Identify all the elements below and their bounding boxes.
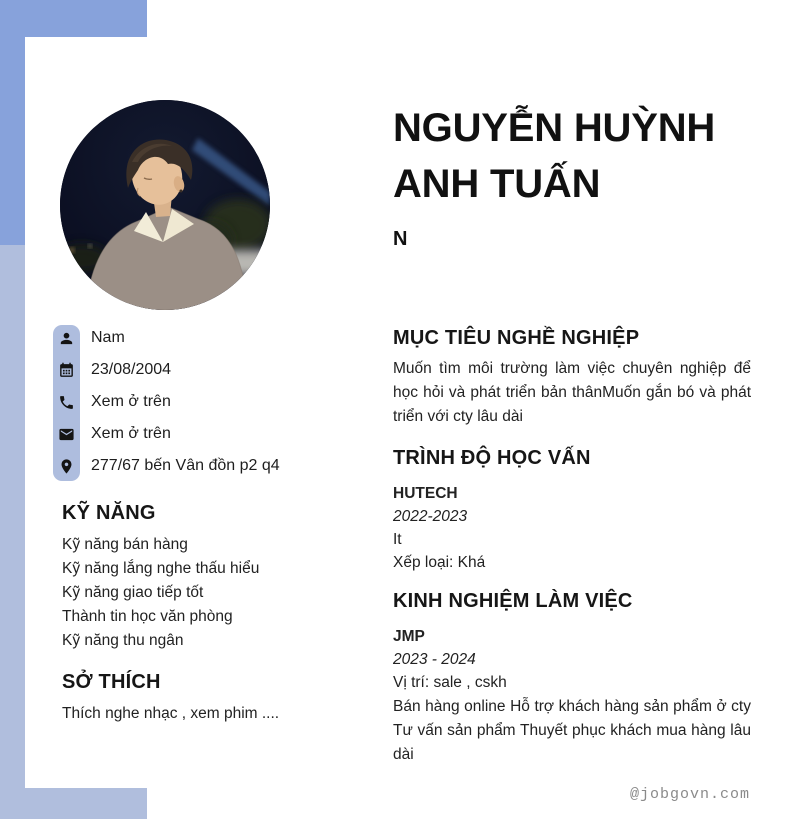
location-icon bbox=[53, 458, 80, 475]
skills-title: KỸ NĂNG bbox=[62, 502, 156, 524]
candidate-name bbox=[393, 100, 751, 212]
hobbies-text: Thích nghe nhạc , xem phim .... bbox=[62, 705, 280, 722]
education-major: It bbox=[393, 531, 402, 548]
profile-photo-illustration bbox=[60, 100, 270, 310]
contact-section bbox=[53, 322, 280, 482]
objective-text: Muốn tìm môi trường làm việc chuyên nghiệp để học hỏi và phát triển bản thânMuốn gắn bó và phát triển với cty lâu dài bbox=[393, 360, 751, 425]
candidate-name-line1: NGUYỄN HUỲNH bbox=[393, 106, 716, 150]
profile-photo bbox=[60, 100, 270, 310]
candidate-name-line2: ANH TUẤN bbox=[393, 162, 601, 206]
experience-description: Bán hàng online Hỗ trợ khách hàng sản phẩm ở cty Tư vấn sản phẩm Thuyết phục khách mua hàng lâu dài bbox=[393, 698, 751, 763]
hobbies-title: SỞ THÍCH bbox=[62, 671, 161, 693]
experience-company: JMP bbox=[393, 628, 425, 645]
education-title: TRÌNH ĐỘ HỌC VẤN bbox=[393, 447, 591, 469]
skills-list bbox=[62, 533, 259, 653]
skill-item: Kỹ năng giao tiếp tốt bbox=[62, 584, 204, 601]
skill-item: Thành tin học văn phòng bbox=[62, 608, 233, 625]
experience-position: Vị trí: sale , cskh bbox=[393, 674, 507, 691]
gender-value: Nam bbox=[91, 329, 125, 346]
skill-item: Kỹ năng lắng nghe thấu hiểu bbox=[62, 560, 260, 577]
education-entry bbox=[393, 482, 751, 574]
education-period: 2022-2023 bbox=[393, 508, 468, 525]
skill-item: Kỹ năng bán hàng bbox=[62, 536, 188, 553]
email-icon bbox=[53, 426, 80, 443]
contact-row-address bbox=[53, 450, 280, 482]
birthday-value: 23/08/2004 bbox=[91, 361, 172, 378]
education-grade: Xếp loại: Khá bbox=[393, 554, 486, 571]
contact-row-gender bbox=[53, 322, 280, 354]
calendar-icon bbox=[53, 362, 80, 379]
experience-period: 2023 - 2024 bbox=[393, 651, 476, 668]
deco-bottom-bar bbox=[0, 788, 147, 819]
phone-value: Xem ở trên bbox=[91, 393, 171, 410]
candidate-subtitle: N bbox=[393, 228, 408, 250]
skill-item: Kỹ năng thu ngân bbox=[62, 632, 184, 649]
contact-row-email bbox=[53, 418, 280, 450]
watermark: @jobgovn.com bbox=[629, 786, 750, 803]
objective-title: MỤC TIÊU NGHỀ NGHIỆP bbox=[393, 327, 640, 349]
phone-icon bbox=[53, 394, 80, 411]
person-icon bbox=[53, 330, 80, 347]
contact-row-birthday bbox=[53, 354, 280, 386]
email-value: Xem ở trên bbox=[91, 425, 171, 442]
education-school: HUTECH bbox=[393, 485, 458, 502]
address-value: 277/67 bến Vân đồn p2 q4 bbox=[91, 457, 280, 474]
deco-left-bar-light bbox=[0, 245, 25, 788]
deco-left-bar-dark bbox=[0, 0, 25, 245]
experience-entry bbox=[393, 625, 751, 767]
contact-row-phone bbox=[53, 386, 280, 418]
experience-title: KINH NGHIỆM LÀM VIỆC bbox=[393, 590, 633, 612]
